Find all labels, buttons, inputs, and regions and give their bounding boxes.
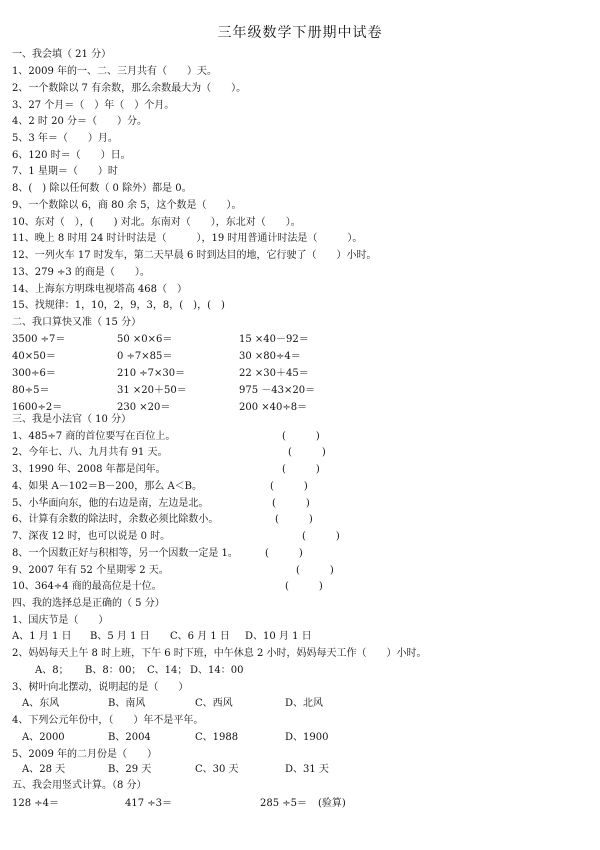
s3-item-10: 10、364÷4 商的最高位是十位。 (12, 581, 162, 593)
s3-item-7: 7、深夜 12 时，也可以说是 0 时。 (12, 531, 171, 543)
answer-bracket: ( ) (272, 497, 310, 509)
page-title: 三年级数学下册期中试卷 (217, 25, 383, 41)
calc-item: 417 ÷3＝ (125, 798, 173, 809)
choice-option: B、29 天 (108, 763, 152, 775)
s4-question-2: 2、妈妈每天上午 8 时上班，下午 6 时下班，中午休息 2 小时，妈妈每天工作（ ）小时。 (12, 648, 427, 660)
math-cell: 30 ×80÷4＝ (239, 350, 301, 362)
math-cell: 31 ×20＋50＝ (117, 384, 187, 396)
math-cell: 3500 ÷7＝ (12, 333, 66, 345)
s3-item-4: 4、如果 A－102＝B－200，那么 A＜B。 (12, 480, 203, 492)
section-1-heading: 一、我会填（ 21 分） (12, 49, 112, 61)
choice-option: A、8； (35, 664, 69, 676)
choice-option: A、东风 (22, 698, 60, 710)
choice-option: C、14； (147, 664, 188, 676)
calc-item: 285 ÷5＝ (260, 798, 308, 809)
math-cell: 300÷6＝ (12, 367, 56, 379)
s4-question-4: 4、下列公元年份中，（ ）年不是平年。 (12, 715, 204, 727)
math-cell: 0 ÷7×85＝ (117, 350, 173, 362)
choice-option: D、北风 (285, 698, 324, 710)
choice-option: C、西风 (195, 698, 233, 710)
math-cell: 22 ×30＋45＝ (239, 367, 309, 379)
s1-item-8: 8、( ) 除以任何数（ 0 除外）都是 0。 (12, 183, 192, 195)
section-2-heading: 二、我口算快又准（ 15 分） (12, 317, 142, 329)
section-4-heading: 四、我的选择总是正确的（ 5 分） (12, 598, 165, 609)
answer-bracket: ( ) (282, 430, 320, 442)
s3-item-6: 6、计算有余数的除法时，余数必须比除数小。 (12, 514, 219, 526)
section-5-heading: 五、我会用竖式计算。（8 分） (12, 780, 147, 791)
answer-bracket: ( ) (288, 447, 326, 459)
s4-question-3: 3、树叶向北摆动，说明起的是（ ） (12, 681, 189, 693)
choice-option: D、10 月 1 日 (245, 631, 312, 643)
choice-option: D、14：00 (190, 664, 244, 676)
answer-bracket: ( ) (270, 480, 308, 492)
s3-item-3: 3、1990 年、2008 年都是闰年。 (12, 464, 166, 476)
math-cell: 40×50＝ (12, 350, 56, 362)
s3-item-9: 9、2007 年有 52 个星期零 2 天。 (12, 564, 169, 576)
s1-item-13: 13、279 ÷3 的商是（ ）。 (12, 266, 150, 278)
answer-bracket: ( ) (285, 581, 323, 593)
calc-item: (验算) (318, 798, 346, 809)
answer-bracket: ( ) (275, 514, 313, 526)
answer-bracket: ( ) (265, 547, 303, 559)
choice-option: A、1 月 1 日 (12, 631, 72, 643)
choice-option: C、6 月 1 日 (170, 631, 230, 643)
s1-item-10: 10、东对（ ），( ) 对北。东南对（ ），东北对（ ）。 (12, 216, 301, 228)
choice-option: C、30 天 (195, 763, 239, 775)
s4-question-1: 1、国庆节是（ ） (12, 614, 109, 626)
math-cell: 80÷5＝ (12, 384, 50, 396)
math-cell: 15 ×40－92＝ (239, 333, 309, 345)
answer-bracket: ( ) (296, 564, 334, 576)
answer-bracket: ( ) (282, 464, 320, 476)
s1-item-2: 2、一个数除以 7 有余数，那么余数最大为（ ）。 (12, 82, 247, 94)
choice-option: C、1988 (195, 731, 239, 743)
answer-bracket: ( ) (302, 531, 340, 543)
s1-item-11: 11、晚上 8 时用 24 时计时法是（ ），19 时用普通计时法是（ ）。 (12, 233, 363, 245)
s1-item-9: 9、一个数除以 6，商 80 余 5，这个数是（ ）。 (12, 199, 242, 211)
mental-math-grid (12, 334, 592, 414)
s3-item-8: 8、一个因数正好与积相等，另一个因数一定是 1。 (12, 547, 238, 559)
choice-option: A、28 天 (22, 763, 66, 775)
choice-option: B、8：00； (85, 664, 142, 676)
s1-item-5: 5、3 年＝（ ）月。 (12, 133, 118, 144)
choice-option: D、31 天 (285, 763, 329, 775)
choice-option: B、5 月 1 日 (90, 631, 150, 643)
s1-item-15: 15、找规律：1，10，2，9，3，8，( )，( ) (12, 300, 225, 312)
math-cell: 210 ÷7×30＝ (117, 367, 186, 379)
choice-option: B、南风 (108, 698, 146, 710)
s3-item-1: 1、485÷7 商的首位要写在百位上。 (12, 430, 176, 442)
math-cell: 200 ×40÷8＝ (239, 401, 308, 413)
math-cell: 50 ×0×6＝ (117, 333, 173, 345)
math-cell: 975 －43×20＝ (239, 384, 316, 396)
s1-item-6: 6、120 时＝（ ）日。 (12, 149, 131, 161)
s1-item-3: 3、27 个月＝（ ）年（ ）个月。 (12, 99, 175, 111)
choice-option: A、2000 (22, 731, 65, 743)
math-cell: 230 ×20＝ (117, 401, 171, 413)
s1-item-1: 1、2009 年的一、二、三月共有（ ）天。 (12, 66, 217, 78)
section-3-heading: 三、我是小法官（ 10 分） (12, 413, 132, 425)
s1-item-12: 12、一列火车 17 时发车，第二天早晨 6 时到达目的地，它行驶了（ ）小时。 (12, 250, 377, 262)
s1-item-4: 4、2 时 20 分＝（ ）分。 (12, 116, 147, 128)
s1-item-14: 14、上海东方明珠电视塔高 468（ ） (12, 283, 187, 295)
s1-item-7: 7、1 星期＝（ ）时 (12, 166, 118, 178)
math-cell: 1600÷2＝ (12, 401, 63, 413)
choice-option: D、1900 (285, 731, 329, 743)
calc-item: 128 ÷4＝ (12, 798, 60, 809)
s4-question-5: 5、2009 年的二月份是（ ） (12, 748, 157, 760)
s3-item-5: 5、小华面向东，他的右边是南，左边是北。 (12, 497, 209, 509)
s3-item-2: 2、今年七、八、九月共有 91 天。 (12, 447, 168, 459)
choice-option: B、2004 (108, 731, 151, 743)
